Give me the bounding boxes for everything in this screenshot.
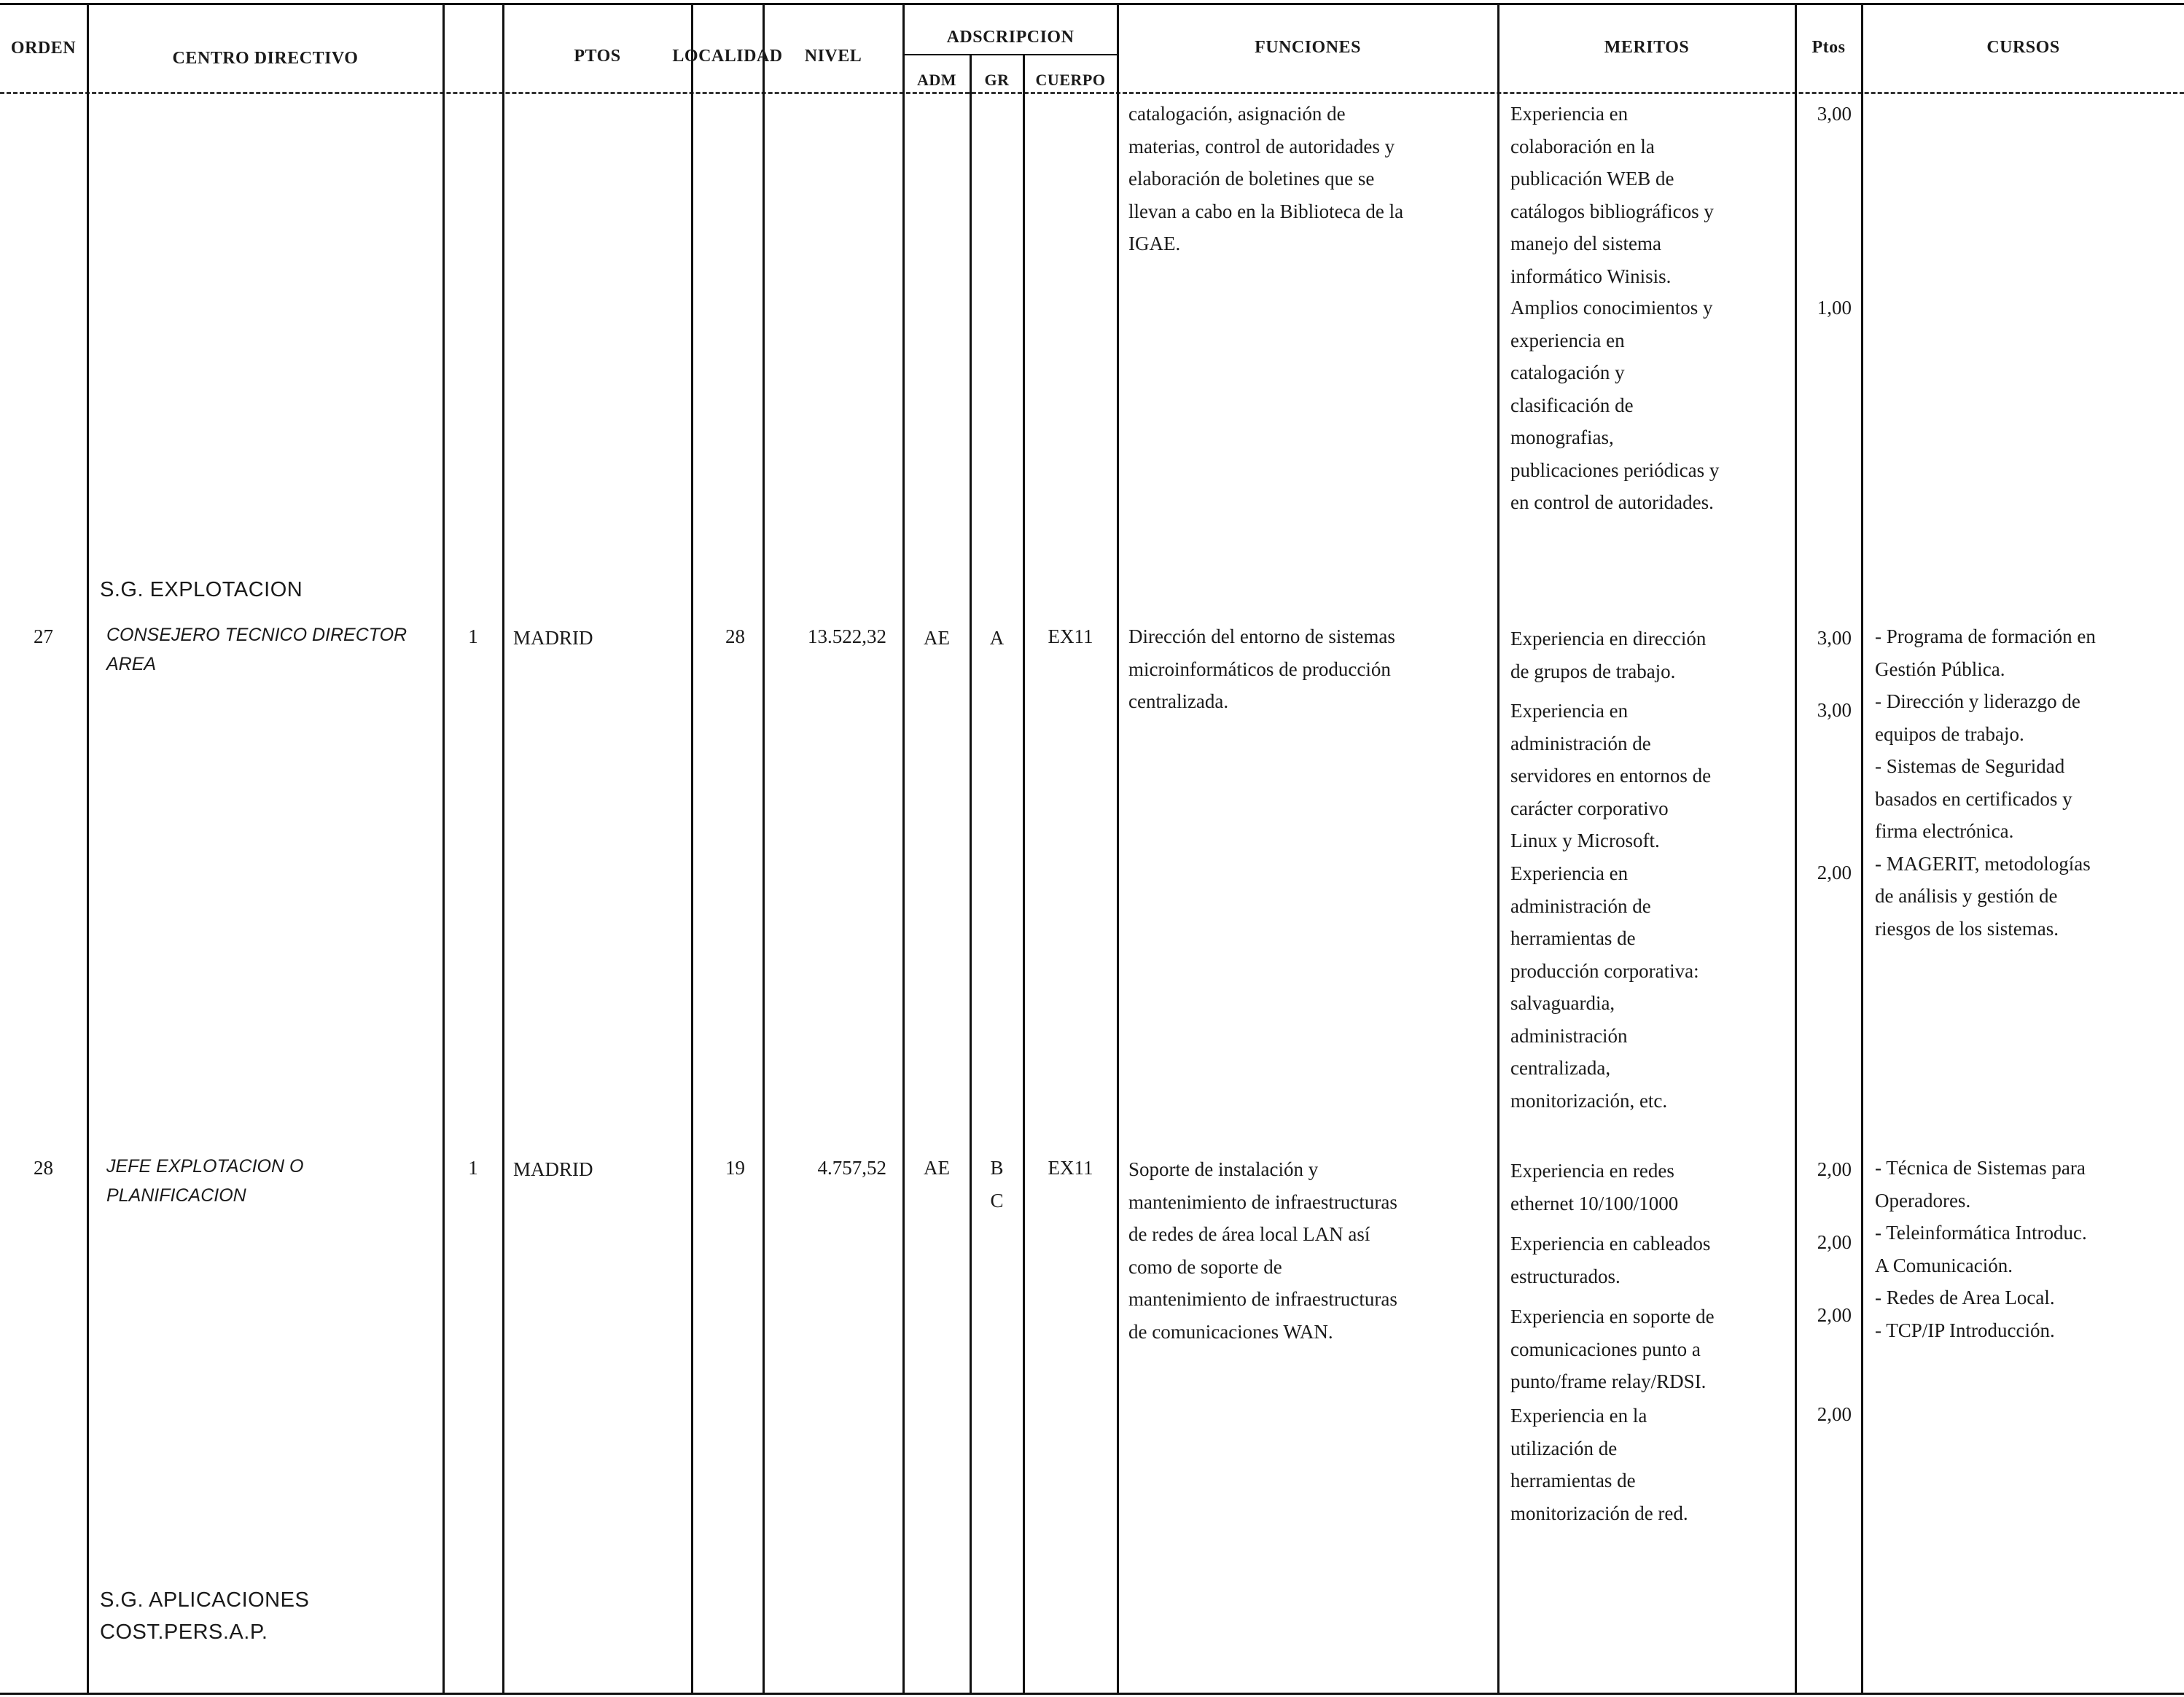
row-28-cursos (1875, 1152, 2087, 1346)
merito-line: manejo del sistema (1510, 233, 1661, 254)
row-28-cuerpo: EX11 (1048, 1157, 1093, 1179)
merito-line: centralizada, (1510, 1057, 1611, 1079)
funciones-line: materias, control de autoridades y (1128, 135, 1395, 157)
funciones-line: Soporte de instalación y (1128, 1158, 1319, 1180)
funciones-line: llevan a cabo en la Biblioteca de la (1128, 200, 1404, 222)
merito-line: producción corporativa: (1510, 959, 1699, 982)
section-title-line: S.G. APLICACIONES (100, 1588, 310, 1612)
row-28-merito-4 (1510, 1400, 1688, 1529)
job-title-line: JEFE EXPLOTACION O (106, 1156, 304, 1177)
row-28-merito-3-pts: 2,00 (1817, 1304, 1852, 1326)
merito-line: Linux y Microsoft. (1510, 830, 1660, 851)
funciones-line: mantenimiento de infraestructuras (1128, 1288, 1397, 1310)
table-bottom-border (0, 1693, 2184, 1695)
col-border-6 (902, 3, 905, 1694)
merito-line: colaboración en la (1510, 135, 1655, 157)
merito-line: Experiencia en (1510, 103, 1629, 125)
funciones-line: mantenimiento de infraestructuras (1128, 1190, 1397, 1213)
row-27-job-title (106, 620, 407, 679)
merito-line: servidores en entornos de (1510, 765, 1712, 787)
merito-line: publicación WEB de (1510, 168, 1674, 190)
merito-line: monitorización, etc. (1510, 1089, 1668, 1112)
funciones-line: de redes de área local LAN así (1128, 1223, 1370, 1245)
col-border-11 (1795, 3, 1797, 1694)
col-border-12 (1861, 3, 1863, 1694)
header-gr: GR (984, 71, 1010, 89)
col-border-3 (502, 3, 504, 1694)
curso-line: - Teleinformática Introduc. (1875, 1222, 2087, 1244)
row-28-especifico: 4.757,52 (817, 1157, 886, 1179)
merito-line: comunicaciones punto a (1510, 1338, 1701, 1360)
curso-line: - Programa de formación en (1875, 625, 2096, 647)
section-title-aplicaciones (100, 1584, 309, 1648)
row-27-merito-2-pts: 3,00 (1817, 699, 1852, 721)
col-border-7 (970, 54, 972, 1694)
row-28-merito-2-pts: 2,00 (1817, 1231, 1852, 1253)
merito-line: informático Winisis. (1510, 265, 1672, 287)
curso-line: - Dirección y liderazgo de (1875, 690, 2080, 712)
row-27-funciones (1128, 620, 1395, 718)
job-title-line: CONSEJERO TECNICO DIRECTOR (106, 625, 407, 645)
row-27-gr: A (989, 627, 1005, 649)
row-27-merito-3-pts: 2,00 (1817, 862, 1852, 883)
merito-line: Experiencia en redes (1510, 1160, 1674, 1182)
merito-line: ethernet 10/100/1000 (1510, 1192, 1679, 1214)
continuation-merito-2 (1510, 292, 1719, 519)
row-27-merito-2 (1510, 695, 1711, 857)
curso-line: Operadores. (1875, 1189, 1971, 1212)
merito-line: punto/frame relay/RDSI. (1510, 1370, 1707, 1392)
row-27-adm: AE (924, 627, 950, 649)
row-27-orden: 27 (34, 625, 53, 647)
merito-line: Amplios conocimientos y (1510, 297, 1713, 319)
merito-line: Experiencia en (1510, 862, 1629, 884)
row-28-merito-3 (1510, 1300, 1715, 1398)
merito-line: herramientas de (1510, 1470, 1636, 1491)
continuation-merito-1-pts: 3,00 (1817, 103, 1852, 125)
merito-line: catálogos bibliográficos y (1510, 200, 1714, 222)
row-28-merito-4-pts: 2,00 (1817, 1403, 1852, 1425)
header-cursos: CURSOS (1986, 37, 2060, 57)
header-cuerpo: CUERPO (1035, 71, 1106, 89)
job-title-line: AREA (106, 654, 157, 674)
curso-line: firma electrónica. (1875, 820, 2014, 842)
row-27-merito-3 (1510, 857, 1699, 1117)
col-border-9 (1117, 3, 1119, 1694)
curso-line: riesgos de los sistemas. (1875, 917, 2059, 940)
header-nivel: NIVEL (804, 46, 862, 66)
row-27-merito-1-pts: 3,00 (1817, 627, 1852, 649)
merito-line: Experiencia en dirección (1510, 628, 1707, 649)
header-adscripcion: ADSCRIPCION (946, 27, 1075, 47)
merito-line: administración de (1510, 732, 1651, 754)
row-28-adm: AE (924, 1157, 950, 1179)
funciones-line: IGAE. (1128, 233, 1181, 254)
curso-line: - Redes de Area Local. (1875, 1287, 2055, 1308)
row-28-merito-1-pts: 2,00 (1817, 1158, 1852, 1180)
merito-line: monografias, (1510, 426, 1614, 448)
row-27-cursos (1875, 620, 2096, 945)
header-orden: ORDEN (10, 38, 77, 58)
row-28-merito-2 (1510, 1228, 1710, 1292)
curso-line: - TCP/IP Introducción. (1875, 1319, 2055, 1341)
row-27-cuerpo: EX11 (1048, 625, 1093, 647)
merito-line: administración de (1510, 894, 1651, 917)
merito-line: estructurados. (1510, 1265, 1621, 1287)
merito-line: Experiencia en soporte de (1510, 1306, 1715, 1327)
curso-line: Gestión Pública. (1875, 658, 2005, 680)
header-ptos: PTOS (574, 46, 621, 66)
merito-line: de grupos de trabajo. (1510, 660, 1676, 682)
curso-line: de análisis y gestión de (1875, 885, 2058, 907)
row-28-gr (971, 1152, 1023, 1217)
funciones-line: de comunicaciones WAN. (1128, 1320, 1333, 1343)
row-28-localidad: MADRID (513, 1158, 593, 1180)
gr-line: C (990, 1189, 1004, 1212)
row-27-localidad: MADRID (513, 627, 593, 649)
curso-line: equipos de trabajo. (1875, 722, 2024, 745)
continuation-funciones (1128, 98, 1403, 260)
merito-line: administración (1510, 1024, 1628, 1047)
header-adm: ADM (916, 71, 957, 89)
row-28-merito-1 (1510, 1155, 1678, 1220)
row-27-ptos: 1 (468, 625, 478, 647)
row-27-especifico: 13.522,32 (808, 625, 886, 647)
col-border-2 (442, 3, 445, 1694)
merito-line: monitorización de red. (1510, 1502, 1688, 1524)
col-border-5 (763, 3, 765, 1694)
job-title-line: PLANIFICACION (106, 1185, 246, 1206)
row-28-nivel: 19 (725, 1157, 745, 1179)
funciones-line: elaboración de boletines que se (1128, 168, 1375, 190)
row-28-orden: 28 (34, 1157, 53, 1179)
funciones-line: microinformáticos de producción (1128, 658, 1391, 680)
row-27-nivel: 28 (725, 625, 745, 647)
merito-line: utilización de (1510, 1437, 1618, 1459)
gr-line: B (990, 1157, 1004, 1179)
curso-line: basados en certificados y (1875, 787, 2072, 810)
merito-line: Experiencia en cableados (1510, 1233, 1711, 1255)
merito-line: Experiencia en (1510, 700, 1629, 722)
merito-line: Experiencia en la (1510, 1405, 1647, 1427)
merito-line: carácter corporativo (1510, 797, 1669, 819)
merito-line: experiencia en (1510, 329, 1625, 351)
continuation-merito-2-pts: 1,00 (1817, 297, 1852, 319)
header-meritos: MERITOS (1604, 37, 1690, 57)
row-28-ptos: 1 (468, 1157, 478, 1179)
row-28-job-title (106, 1152, 303, 1210)
merito-line: salvaguardia, (1510, 992, 1615, 1014)
header-ptos-2: Ptos (1811, 37, 1846, 57)
merito-line: clasificación de (1510, 394, 1634, 416)
row-27-merito-1 (1510, 623, 1706, 687)
header-centro-directivo: CENTRO DIRECTIVO (172, 48, 359, 68)
col-border-8 (1023, 54, 1025, 1694)
merito-line: herramientas de (1510, 927, 1636, 949)
curso-line: - Técnica de Sistemas para (1875, 1157, 2086, 1179)
funciones-line: como de soporte de (1128, 1255, 1282, 1278)
funciones-line: centralizada. (1128, 690, 1229, 712)
col-border-4 (691, 3, 693, 1694)
continuation-merito-1 (1510, 98, 1714, 292)
curso-line: - MAGERIT, metodologías (1875, 852, 2091, 875)
col-border-10 (1497, 3, 1499, 1694)
curso-line: A Comunicación. (1875, 1254, 2013, 1276)
section-title-explotacion: S.G. EXPLOTACION (100, 578, 303, 601)
header-localidad: LOCALIDAD (672, 46, 783, 66)
curso-line: - Sistemas de Seguridad (1875, 755, 2065, 777)
funciones-line: Dirección del entorno de sistemas (1128, 625, 1395, 647)
header-funciones: FUNCIONES (1255, 37, 1361, 57)
section-title-line: COST.PERS.A.P. (100, 1620, 268, 1644)
merito-line: publicaciones periódicas y (1510, 459, 1720, 481)
col-border-1 (87, 3, 89, 1694)
merito-line: catalogación y (1510, 362, 1625, 383)
merito-line: en control de autoridades. (1510, 491, 1714, 513)
row-28-funciones (1128, 1153, 1397, 1348)
funciones-line: catalogación, asignación de (1128, 103, 1346, 125)
